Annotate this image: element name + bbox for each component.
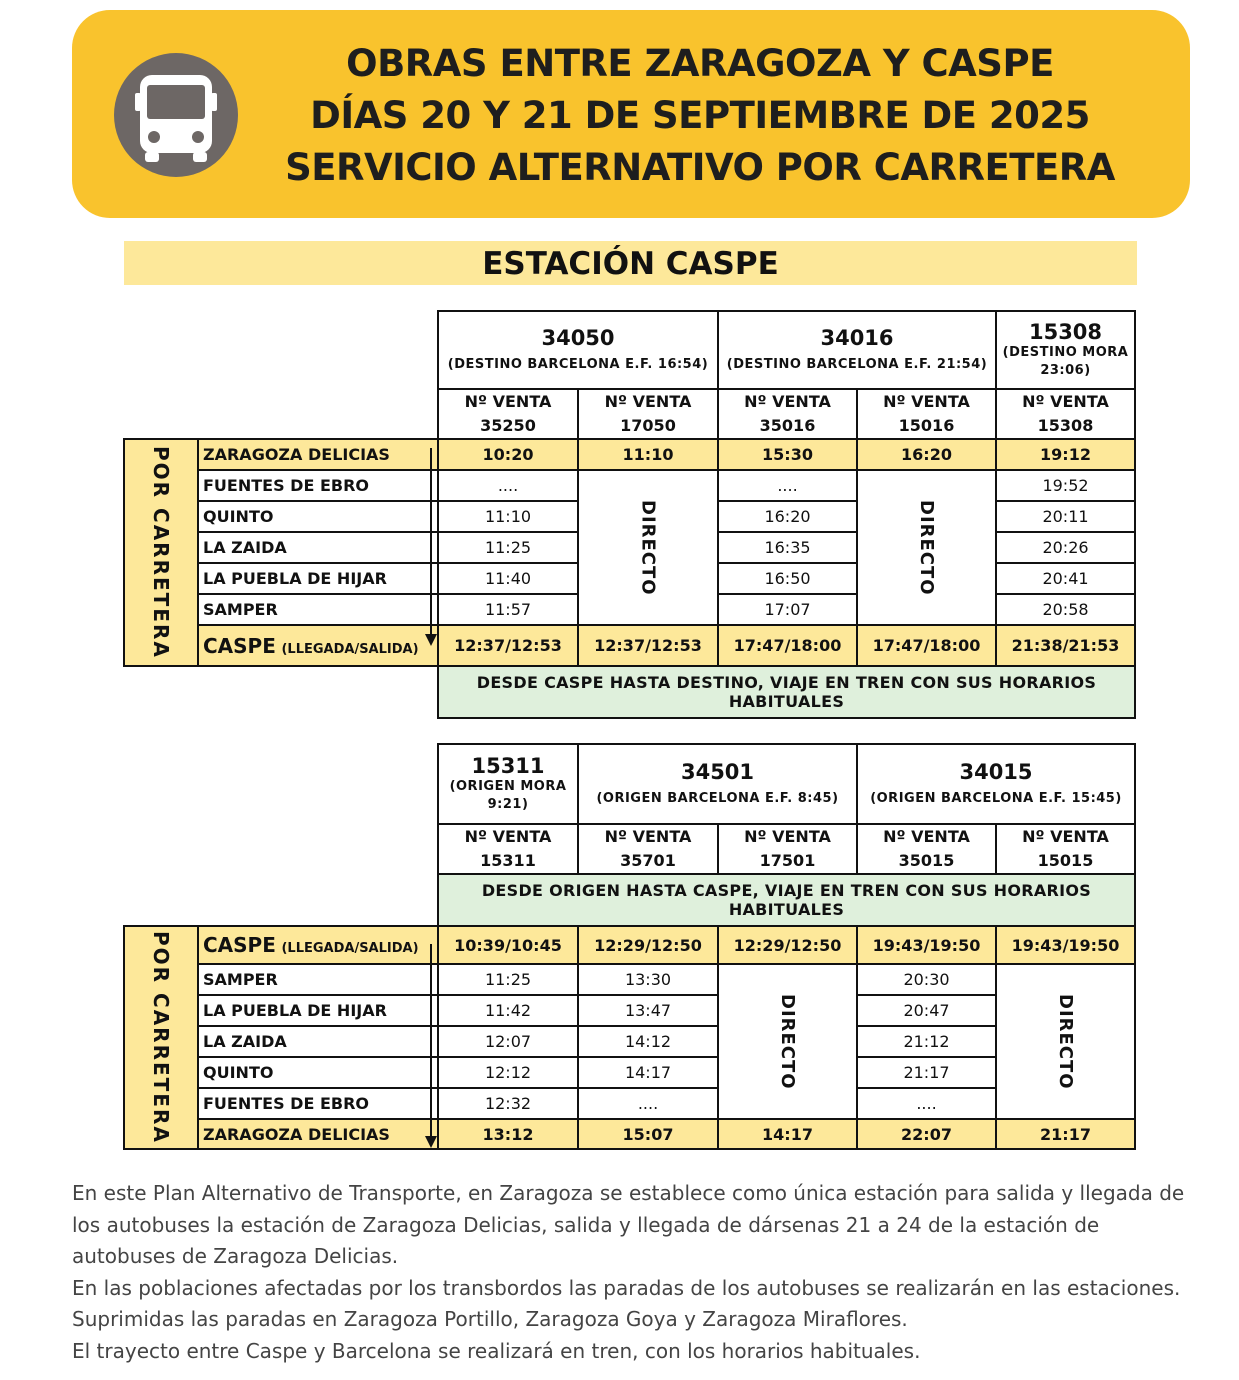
directo-label: DIRECTO (857, 470, 996, 625)
time-cell: 14:17 (718, 1119, 857, 1149)
time-cell: 13:30 (578, 964, 718, 995)
time-cell: 14:17 (578, 1057, 718, 1088)
footer-notes (72, 1178, 1202, 1367)
stop-name: LA PUEBLA DE HIJAR (198, 995, 438, 1026)
stop-name: SAMPER (198, 964, 438, 995)
time-cell: 13:12 (438, 1119, 578, 1149)
header-title (260, 38, 1140, 194)
train-header-34016: 34016 (DESTINO BARCELONA E.F. 21:54) (718, 311, 996, 389)
time-cell: .... (718, 470, 857, 501)
schedule-table-outbound (123, 310, 1136, 719)
stop-name: QUINTO (198, 1057, 438, 1088)
time-cell: 20:11 (996, 501, 1135, 532)
stop-name: LA ZAIDA (198, 532, 438, 563)
time-cell: .... (578, 1088, 718, 1119)
venta-cell: Nº VENTA 17050 (578, 389, 718, 439)
time-cell: 19:52 (996, 470, 1135, 501)
header-line-2: DÍAS 20 Y 21 DE SEPTIEMBRE DE 2025 (310, 94, 1090, 137)
header-line-3: SERVICIO ALTERNATIVO POR CARRETERA (285, 146, 1115, 189)
time-cell: 21:17 (996, 1119, 1135, 1149)
train-note-outbound: DESDE CASPE HASTA DESTINO, VIAJE EN TREN CON SUS HORARIOS HABITUALES (438, 666, 1135, 718)
direction-arrow-down-icon (422, 448, 440, 648)
venta-cell: Nº VENTA 15016 (857, 389, 996, 439)
time-cell: 12:12 (438, 1057, 578, 1088)
stop-name: QUINTO (198, 501, 438, 532)
stop-name: SAMPER (198, 594, 438, 625)
time-cell: 14:12 (578, 1026, 718, 1057)
schedule-table-inbound (123, 743, 1136, 1150)
time-cell: 10:20 (438, 439, 578, 470)
footer-paragraph: El trayecto entre Caspe y Barcelona se realizará en tren, con los horarios habituales. (72, 1338, 921, 1363)
time-cell: 11:42 (438, 995, 578, 1026)
time-cell: 15:30 (718, 439, 857, 470)
time-cell: 17:47/18:00 (718, 625, 857, 666)
time-cell: 19:43/19:50 (857, 926, 996, 964)
train-header-34050: 34050 (DESTINO BARCELONA E.F. 16:54) (438, 311, 718, 389)
time-cell: .... (857, 1088, 996, 1119)
stop-name: FUENTES DE EBRO (198, 1088, 438, 1119)
bus-icon (114, 53, 238, 177)
time-cell: 20:47 (857, 995, 996, 1026)
direction-arrow-down-icon (422, 944, 440, 1150)
time-cell: 16:20 (857, 439, 996, 470)
venta-cell: Nº VENTA 35015 (857, 824, 996, 874)
time-cell: 16:20 (718, 501, 857, 532)
time-cell: 21:12 (857, 1026, 996, 1057)
time-cell: 20:41 (996, 563, 1135, 594)
time-cell: 11:40 (438, 563, 578, 594)
time-cell: 13:47 (578, 995, 718, 1026)
time-cell: 12:37/12:53 (578, 625, 718, 666)
train-header-15311: 15311 (ORIGEN MORA 9:21) (438, 744, 578, 824)
time-cell: 19:12 (996, 439, 1135, 470)
venta-cell: Nº VENTA 15308 (996, 389, 1135, 439)
train-note-inbound: DESDE ORIGEN HASTA CASPE, VIAJE EN TREN CON SUS HORARIOS HABITUALES (438, 874, 1135, 926)
time-cell: 20:30 (857, 964, 996, 995)
time-cell: 17:07 (718, 594, 857, 625)
header-line-1: OBRAS ENTRE ZARAGOZA Y CASPE (346, 42, 1054, 85)
time-cell: 20:58 (996, 594, 1135, 625)
directo-label: DIRECTO (996, 964, 1135, 1119)
time-cell: 10:39/10:45 (438, 926, 578, 964)
station-title: ESTACIÓN CASPE (124, 241, 1137, 285)
footer-paragraph: Suprimidas las paradas en Zaragoza Portillo, Zaragoza Goya y Zaragoza Miraflores. (72, 1307, 908, 1331)
time-cell: 11:10 (578, 439, 718, 470)
side-label-por-carretera: POR CARRETERA (124, 439, 198, 666)
time-cell: 12:32 (438, 1088, 578, 1119)
time-cell: 15:07 (578, 1119, 718, 1149)
time-cell: 21:17 (857, 1057, 996, 1088)
stop-zaragoza-delicias: ZARAGOZA DELICIAS (198, 1119, 438, 1149)
directo-label: DIRECTO (578, 470, 718, 625)
directo-label: DIRECTO (718, 964, 857, 1119)
footer-paragraph: En este Plan Alternativo de Transporte, en Zaragoza se establece como única estación para salida y llegada de los autobuses la estación de Zaragoza Delicias, salida y llegada de dársenas 21 a 24 de la estación de autobuses de Zaragoza Delicias. (72, 1181, 1185, 1268)
stop-zaragoza-delicias: ZARAGOZA DELICIAS (198, 439, 438, 470)
side-label-por-carretera: POR CARRETERA (124, 926, 198, 1149)
time-cell: .... (438, 470, 578, 501)
time-cell: 22:07 (857, 1119, 996, 1149)
time-cell: 12:37/12:53 (438, 625, 578, 666)
time-cell: 11:57 (438, 594, 578, 625)
stop-name: LA ZAIDA (198, 1026, 438, 1057)
time-cell: 17:47/18:00 (857, 625, 996, 666)
venta-cell: Nº VENTA 35250 (438, 389, 578, 439)
time-cell: 21:38/21:53 (996, 625, 1135, 666)
venta-cell: Nº VENTA 35016 (718, 389, 857, 439)
time-cell: 16:35 (718, 532, 857, 563)
time-cell: 11:25 (438, 532, 578, 563)
venta-cell: Nº VENTA 15015 (996, 824, 1135, 874)
time-cell: 12:07 (438, 1026, 578, 1057)
venta-cell: Nº VENTA 35701 (578, 824, 718, 874)
time-cell: 20:26 (996, 532, 1135, 563)
venta-cell: Nº VENTA 17501 (718, 824, 857, 874)
time-cell: 12:29/12:50 (578, 926, 718, 964)
time-cell: 11:10 (438, 501, 578, 532)
time-cell: 19:43/19:50 (996, 926, 1135, 964)
stop-name: FUENTES DE EBRO (198, 470, 438, 501)
stop-caspe: CASPE (LLEGADA/SALIDA) (198, 625, 438, 666)
train-header-34501: 34501 (ORIGEN BARCELONA E.F. 8:45) (578, 744, 857, 824)
train-header-34015: 34015 (ORIGEN BARCELONA E.F. 15:45) (857, 744, 1135, 824)
time-cell: 11:25 (438, 964, 578, 995)
time-cell: 12:29/12:50 (718, 926, 857, 964)
footer-paragraph: En las poblaciones afectadas por los transbordos las paradas de los autobuses se realizarán en las estaciones. (72, 1275, 1181, 1300)
time-cell: 16:50 (718, 563, 857, 594)
train-header-15308: 15308 (DESTINO MORA 23:06) (996, 311, 1135, 389)
venta-cell: Nº VENTA 15311 (438, 824, 578, 874)
stop-name: LA PUEBLA DE HIJAR (198, 563, 438, 594)
stop-caspe: CASPE (LLEGADA/SALIDA) (198, 926, 438, 964)
